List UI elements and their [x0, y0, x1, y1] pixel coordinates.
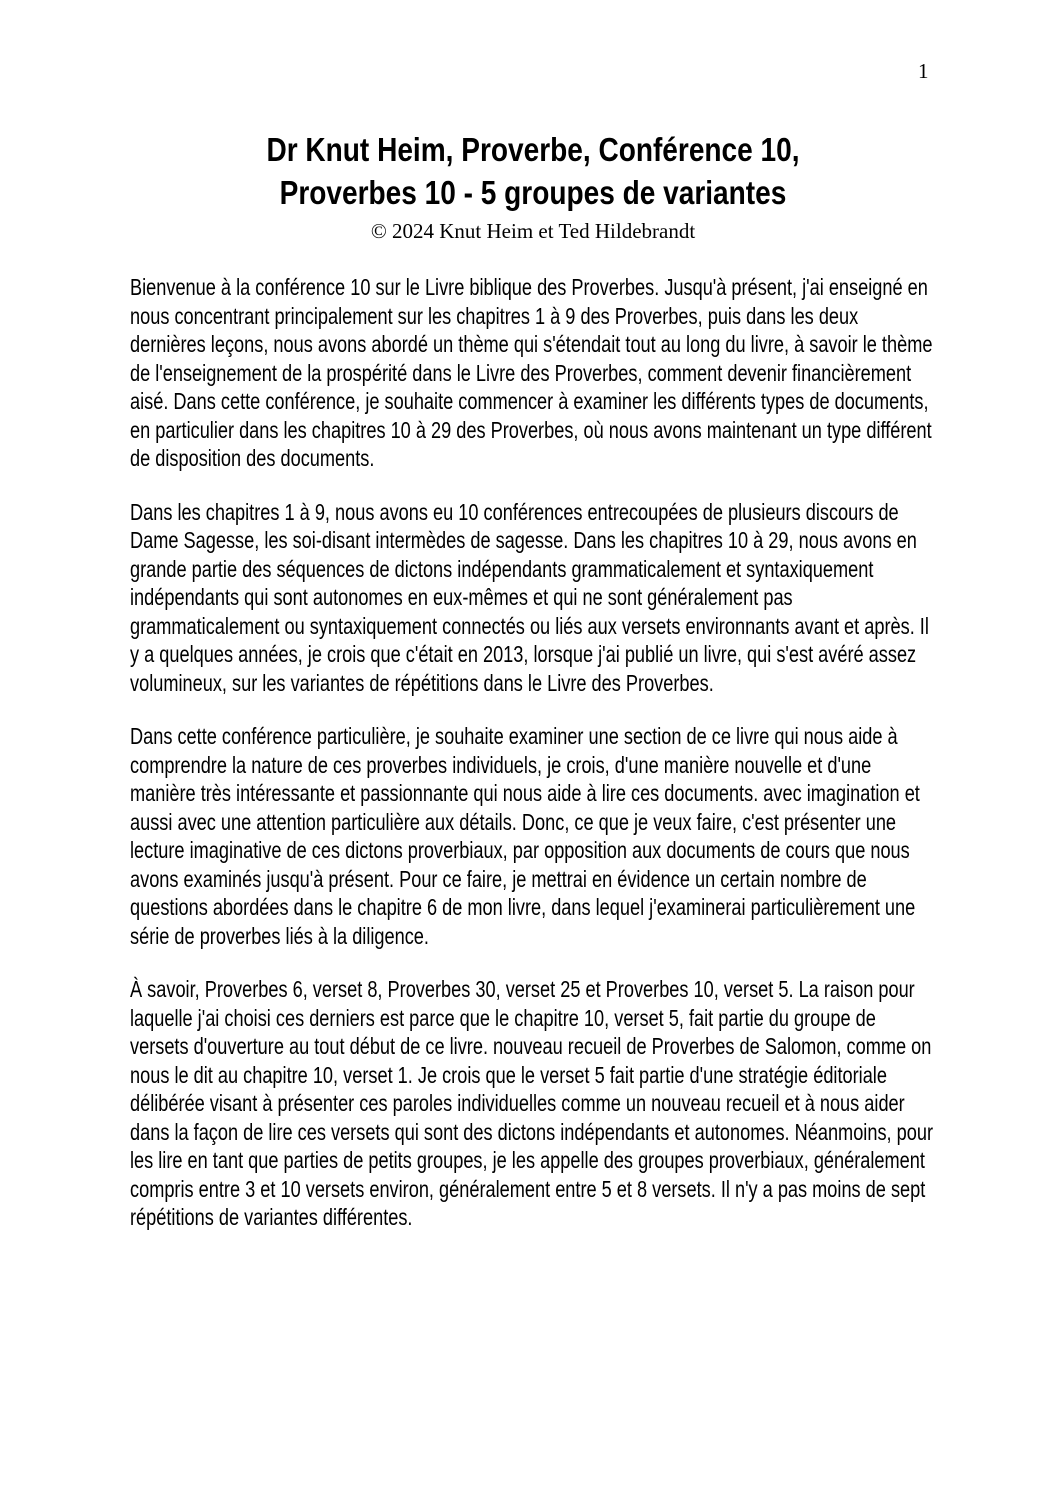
- paragraph-3: Dans cette conférence particulière, je souhaite examiner une section de ce livre qui nous aide à comprendre la nature de ces proverbes individuels, je crois, d'une manière nouvelle et d'une manière très intéressante et passionnante qui nous aide à lire ces documents. avec imagination et aussi avec une attention particulière aux détails. Donc, ce que je veux faire, c'est présenter une lecture imaginative de ces dictons proverbiaux, par opposition aux documents de cours que nous avons examinés jusqu'à présent. Pour ce faire, je mettrai en évidence un certain nombre de questions abordées dans le chapitre 6 de mon livre, dans lequel j'examinerai particulièrement une série de proverbes liés à la diligence.: [130, 723, 920, 949]
- copyright-line: © 2024 Knut Heim et Ted Hildebrandt: [370, 219, 696, 243]
- document-body: [130, 273, 935, 1232]
- page-content: [130, 128, 936, 1257]
- paragraph-2: Dans les chapitres 1 à 9, nous avons eu 10 conférences entrecoupées de plusieurs discours de Dame Sagesse, les soi-disant intermèdes de sagesse. Dans les chapitres 10 à 29, nous avons en grande partie des séquences de dictons indépendants grammaticalement et syntaxiquement indépendants qui sont autonomes en eux-mêmes et qui ne sont généralement pas grammaticalement ou syntaxiquement connectés ou liés aux versets environnants avant et après. Il y a quelques années, je crois que c'était en 2013, lorsque j'ai publié un livre, qui s'est avéré assez volumineux, sur les variantes de répétitions dans le Livre des Proverbes.: [130, 498, 929, 696]
- document-title: [190, 128, 875, 214]
- title-line-2: Proverbes 10 - 5 groupes de variantes: [279, 174, 787, 211]
- page-number: 1: [918, 59, 929, 83]
- paragraph-1: Bienvenue à la conférence 10 sur le Livre biblique des Proverbes. Jusqu'à présent, j'ai enseigné en nous concentrant principalement sur les chapitres 1 à 9 des Proverbes, puis dans les deux dernières leçons, nous avons abordé un thème qui s'étendait tout au long du livre, à savoir le thème de l'enseignement de la prospérité dans le Livre des Proverbes, comment devenir financièrement aisé. Dans cette conférence, je souhaite commencer à examiner les différents types de documents, en particulier dans les chapitres 10 à 29 des Proverbes, où nous avons maintenant un type différent de disposition des documents.: [130, 274, 933, 471]
- title-line-1: Dr Knut Heim, Proverbe, Conférence 10,: [266, 131, 800, 168]
- paragraph-4: À savoir, Proverbes 6, verset 8, Proverbes 30, verset 25 et Proverbes 10, verset 5. La raison pour laquelle j'ai choisi ces derniers est parce que le chapitre 10, verset 5, fait partie du groupe de versets d'ouverture au tout début de ce livre. nouveau recueil de Proverbes de Salomon, comme on nous le dit au chapitre 10, verset 1. Je crois que le verset 5 fait partie d'une stratégie éditoriale délibérée visant à présenter ces paroles individuelles comme un nouveau recueil et à nous aider dans la façon de lire ces versets qui sont des dictons indépendants et autonomes. Néanmoins, pour les lire en tant que parties de petits groupes, je les appelle des groupes proverbiaux, généralement compris entre 3 et 10 versets environ, généralement entre 5 et 8 versets. Il n'y a pas moins de sept répétitions de variantes différentes.: [130, 976, 933, 1230]
